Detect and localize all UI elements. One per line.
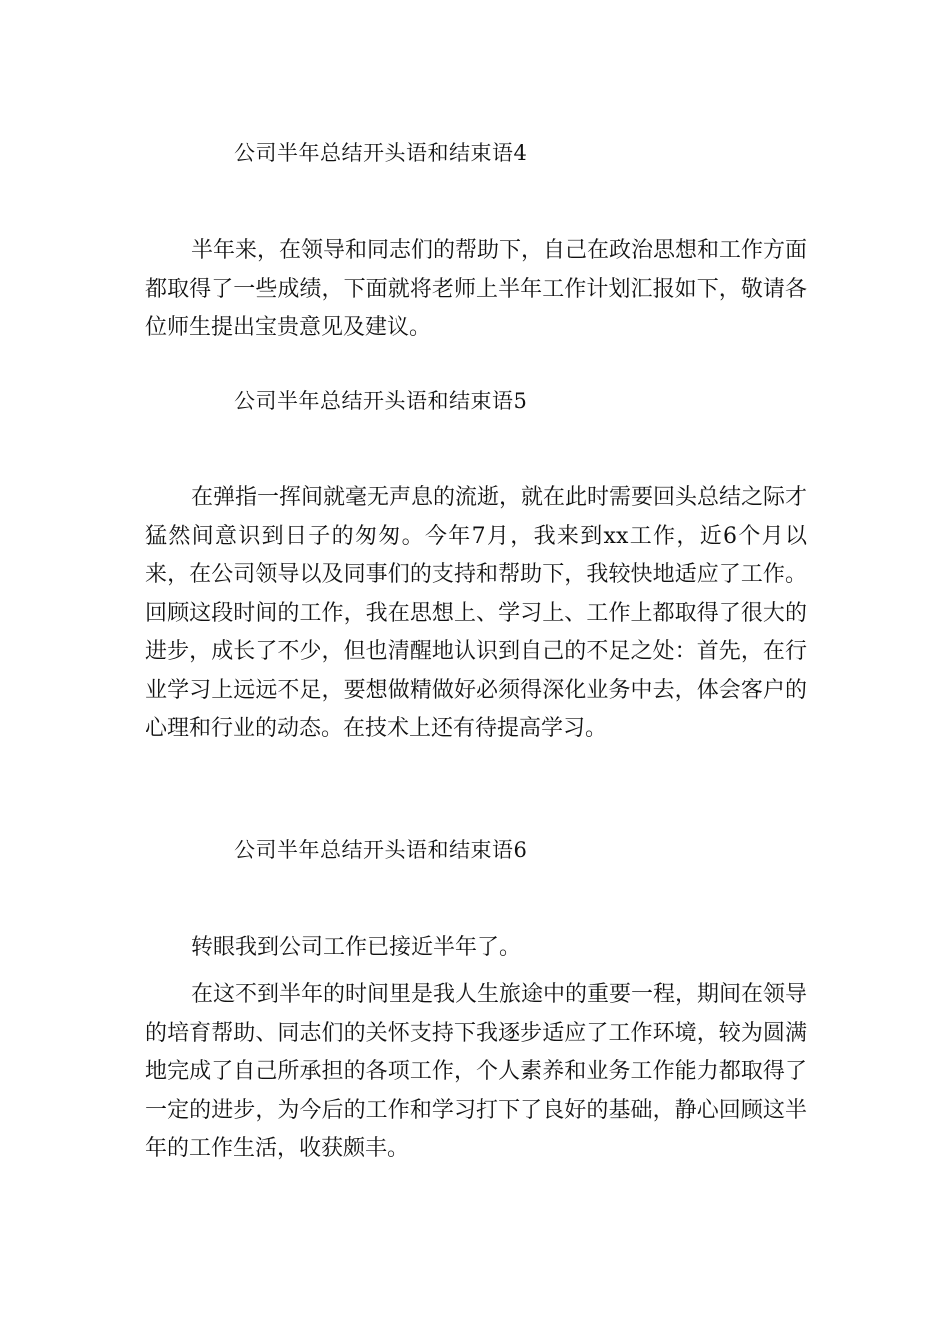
- section-heading-4: 公司半年总结开头语和结束语4: [234, 141, 528, 165]
- section-heading-5: 公司半年总结开头语和结束语5: [234, 389, 528, 413]
- section-6-paragraph-2: 在这不到半年的时间里是我人生旅途中的重要一程，期间在领导的培育帮助、同志们的关怀支持下我逐步适应了工作环境，较为圆满地完成了自己所承担的各项工作，个人素养和业务工作能力都取得了一定的进步，为今后的工作和学习打下了良好的基础，静心回顾这半年的工作生活，收获颇丰。: [145, 982, 808, 1161]
- section-6-paragraph-1: 转眼我到公司工作已接近半年了。: [191, 935, 522, 960]
- section-4-paragraph-1: 半年来，在领导和同志们的帮助下，自己在政治思想和工作方面都取得了一些成绩，下面就将老师上半年工作计划汇报如下，敬请各位师生提出宝贵意见及建议。: [145, 238, 808, 340]
- section-5-paragraph-1: 在弹指一挥间就毫无声息的流逝，就在此时需要回头总结之际才猛然间意识到日子的匆匆。今年7月，我来到xx工作，近6个月以来，在公司领导以及同事们的支持和帮助下，我较快地适应了工作。回顾这段时间的工作，我在思想上、学习上、工作上都取得了很大的进步，成长了不少，但也清醒地认识到自己的不足之处：首先，在行业学习上远远不足，要想做精做好必须得深化业务中去，体会客户的心理和行业的动态。在技术上还有待提高学习。: [145, 485, 808, 741]
- section-heading-6: 公司半年总结开头语和结束语6: [234, 838, 528, 862]
